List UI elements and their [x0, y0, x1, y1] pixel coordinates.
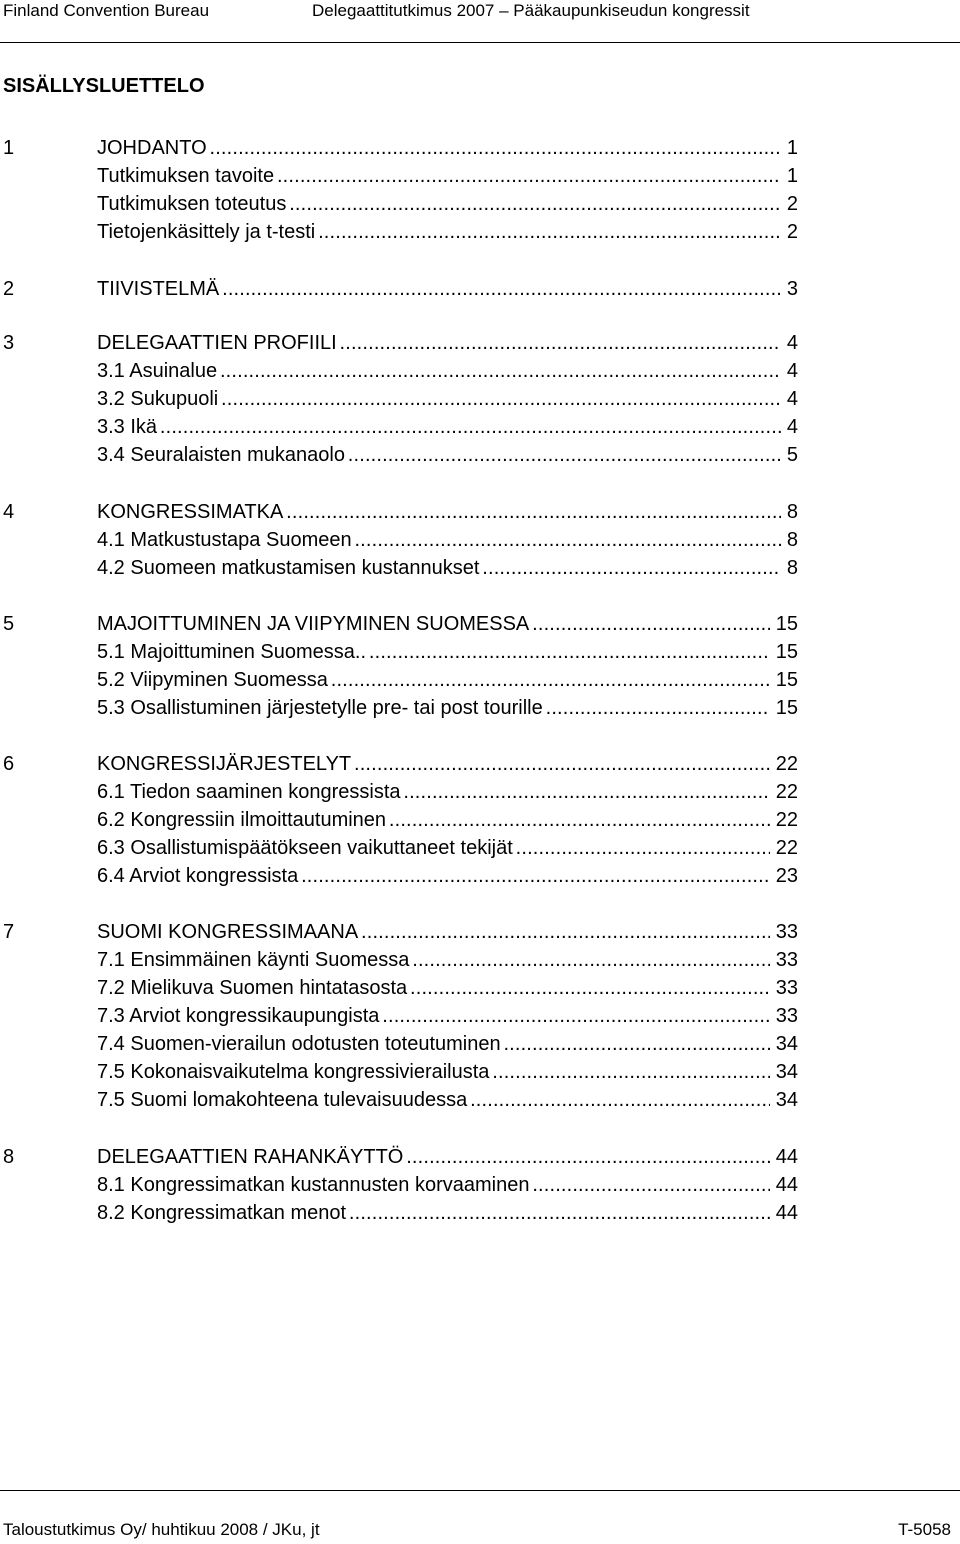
toc-entry [0, 500, 798, 524]
toc-page-number: 15 [770, 640, 798, 664]
toc-page-number: 34 [770, 1088, 798, 1112]
footer-divider [0, 1490, 960, 1491]
toc-entry-body [97, 556, 798, 580]
toc-entry-label: 7.3 Arviot kongressikaupungista . . . [97, 1005, 798, 1027]
toc-entry-label: 8.2 Kongressimatkan menot . . . [97, 1202, 798, 1224]
toc-entry [0, 164, 798, 188]
toc-entry-label: JOHDANTO . . . [97, 137, 798, 159]
toc-entry [0, 556, 798, 580]
toc-entry-body [97, 948, 798, 972]
toc-chapter-number: 7 [3, 921, 15, 943]
toc-entry-body [97, 668, 798, 692]
toc-page-number: 22 [770, 752, 798, 776]
toc-entry-body [97, 864, 798, 888]
toc-page-number: 33 [770, 920, 798, 944]
toc-page-number: 44 [770, 1201, 798, 1225]
toc-page-number: 15 [770, 668, 798, 692]
toc-entry [0, 668, 798, 692]
toc-page-number: 8 [781, 556, 798, 580]
toc-entry [0, 220, 798, 244]
toc-entry-body [97, 612, 798, 636]
toc-entry-body [97, 836, 798, 860]
toc-entry [0, 612, 798, 636]
toc-entry [0, 752, 798, 776]
toc-page-number: 5 [781, 443, 798, 467]
toc-entry-body [97, 500, 798, 524]
toc-entry [0, 359, 798, 383]
toc-entry [0, 1004, 798, 1028]
toc-entry-label: MAJOITTUMINEN JA VIIPYMINEN SUOMESSA . . . [97, 613, 798, 635]
toc-chapter-number: 2 [3, 278, 15, 300]
toc-entry-label: 8.1 Kongressimatkan kustannusten korvaaminen . . . [97, 1174, 798, 1196]
toc-entry [0, 331, 798, 355]
toc-page-number: 33 [770, 1004, 798, 1028]
toc-entry [0, 1032, 798, 1056]
header-report-title: Delegaattitutkimus 2007 – Pääkaupunkiseudun kongressit [312, 1, 750, 20]
toc-entry-body [97, 415, 798, 439]
toc-page-number: 2 [781, 192, 798, 216]
toc-entry-label: 5.2 Viipyminen Suomessa . . . [97, 669, 798, 691]
toc-page-number: 33 [770, 948, 798, 972]
toc-entry-label: KONGRESSIJÄRJESTELYT . . . [97, 753, 798, 775]
toc-chapter-number: 4 [3, 501, 15, 523]
toc-entry-label: SUOMI KONGRESSIMAANA . . . [97, 921, 798, 943]
toc-page-number: 1 [781, 164, 798, 188]
toc-page-number: 34 [770, 1032, 798, 1056]
page-header [0, 0, 960, 24]
toc-chapter-number: 6 [3, 753, 15, 775]
toc-entry-body [97, 359, 798, 383]
toc-page-number: 22 [770, 836, 798, 860]
toc-page-number: 2 [781, 220, 798, 244]
toc-entry-body [97, 1145, 798, 1169]
toc-page-number: 33 [770, 976, 798, 1000]
toc-entry-body [97, 331, 798, 355]
toc-page-number: 34 [770, 1060, 798, 1084]
toc-page-number: 3 [781, 277, 798, 301]
toc-entry-body [97, 640, 798, 664]
toc-entry-label: 3.3 Ikä . . . [97, 416, 798, 438]
toc-entry-body [97, 696, 798, 720]
toc-entry [0, 948, 798, 972]
toc-entry [0, 415, 798, 439]
toc-entry-label: 6.4 Arviot kongressista . . . [97, 865, 798, 887]
toc-entry-label: 5.3 Osallistuminen järjestetylle pre- tai post tourille . . . [97, 697, 798, 719]
toc-entry [0, 528, 798, 552]
toc-entry-body [97, 136, 798, 160]
header-organization: Finland Convention Bureau [3, 1, 210, 20]
toc-entry [0, 836, 798, 860]
toc-entry-body [97, 277, 798, 301]
footer-document-code: T-5058 [898, 1520, 951, 1539]
toc-entry-body [97, 443, 798, 467]
toc-chapter-number: 8 [3, 1146, 15, 1168]
toc-entry [0, 1173, 798, 1197]
toc-entry-label: 3.4 Seuralaisten mukanaolo . . . [97, 444, 798, 466]
footer-author: Taloustutkimus Oy/ huhtikuu 2008 / JKu, jt [3, 1520, 320, 1539]
toc-page-number: 1 [781, 136, 798, 160]
toc-entry [0, 696, 798, 720]
toc-entry-label: KONGRESSIMATKA . . . [97, 501, 798, 523]
toc-entry-body [97, 808, 798, 832]
toc-page-number: 8 [781, 500, 798, 524]
toc-page-number: 4 [781, 359, 798, 383]
toc-entry-label: 7.5 Kokonaisvaikutelma kongressivierailusta . . . [97, 1061, 798, 1083]
toc-entry-body [97, 1173, 798, 1197]
toc-entry-body [97, 164, 798, 188]
toc-page-number: 22 [770, 808, 798, 832]
toc-page-number: 22 [770, 780, 798, 804]
toc-entry [0, 443, 798, 467]
toc-entry-label: 3.2 Sukupuoli . . . [97, 388, 798, 410]
toc-entry-label: 6.3 Osallistumispäätökseen vaikuttaneet tekijät . . . [97, 837, 798, 859]
toc-entry [0, 277, 798, 301]
toc-entry [0, 387, 798, 411]
toc-entry [0, 1060, 798, 1084]
toc-page-number: 4 [781, 387, 798, 411]
toc-entry [0, 920, 798, 944]
toc-entry-label: 6.2 Kongressiin ilmoittautuminen . . . [97, 809, 798, 831]
toc-entry-body [97, 752, 798, 776]
toc-entry-label: 7.2 Mielikuva Suomen hintatasosta . . . [97, 977, 798, 999]
toc-chapter-number: 1 [3, 137, 15, 159]
toc-entry-label: 6.1 Tiedon saaminen kongressista . . . [97, 781, 798, 803]
toc-entry-label: Tutkimuksen toteutus . . . [97, 193, 798, 215]
toc-entry-label: 5.1 Majoittuminen Suomessa.. . . . [97, 641, 798, 663]
toc-entry-label: DELEGAATTIEN RAHANKÄYTTÖ . . . [97, 1146, 798, 1168]
toc-entry-body [97, 1060, 798, 1084]
toc-entry [0, 780, 798, 804]
toc-entry-label: Tutkimuksen tavoite . . . [97, 165, 798, 187]
toc-entry-body [97, 1004, 798, 1028]
toc-entry [0, 640, 798, 664]
toc-entry [0, 1145, 798, 1169]
toc-entry [0, 976, 798, 1000]
toc-entry-body [97, 920, 798, 944]
toc-page-number: 8 [781, 528, 798, 552]
toc-page-number: 4 [781, 415, 798, 439]
toc-chapter-number: 5 [3, 613, 15, 635]
toc-entry-label: 4.2 Suomeen matkustamisen kustannukset . . . [97, 557, 798, 579]
toc-chapter-number: 3 [3, 332, 15, 354]
toc-entry [0, 864, 798, 888]
toc-entry-body [97, 976, 798, 1000]
toc-title: SISÄLLYSLUETTELO [3, 75, 205, 97]
toc-entry-body [97, 780, 798, 804]
toc-entry-label: DELEGAATTIEN PROFIILI . . . [97, 332, 798, 354]
toc-entry-body [97, 387, 798, 411]
toc-page-number: 15 [770, 612, 798, 636]
header-divider [0, 42, 960, 43]
toc-entry [0, 1088, 798, 1112]
toc-entry-body [97, 220, 798, 244]
toc-entry-label: 4.1 Matkustustapa Suomeen . . . [97, 529, 798, 551]
toc-page-number: 4 [781, 331, 798, 355]
toc-entry [0, 1201, 798, 1225]
toc-entry-body [97, 1201, 798, 1225]
toc-entry [0, 808, 798, 832]
toc-entry [0, 136, 798, 160]
toc-entry-body [97, 1088, 798, 1112]
toc-entry-label: 7.1 Ensimmäinen käynti Suomessa . . . [97, 949, 798, 971]
toc-entry-label: 3.1 Asuinalue . . . [97, 360, 798, 382]
toc-page-number: 23 [770, 864, 798, 888]
toc-entry-label: 7.4 Suomen-vierailun odotusten toteutuminen . . . [97, 1033, 798, 1055]
toc-entry-body [97, 528, 798, 552]
toc-page-number: 44 [770, 1145, 798, 1169]
toc-entry-body [97, 1032, 798, 1056]
toc-entry [0, 192, 798, 216]
toc-entry-label: Tietojenkäsittely ja t-testi . . . [97, 221, 798, 243]
toc-entry-label: TIIVISTELMÄ . . . [97, 278, 798, 300]
toc-entry-label: 7.5 Suomi lomakohteena tulevaisuudessa . . . [97, 1089, 798, 1111]
toc-page-number: 44 [770, 1173, 798, 1197]
toc-page-number: 15 [770, 696, 798, 720]
toc-entry-body [97, 192, 798, 216]
